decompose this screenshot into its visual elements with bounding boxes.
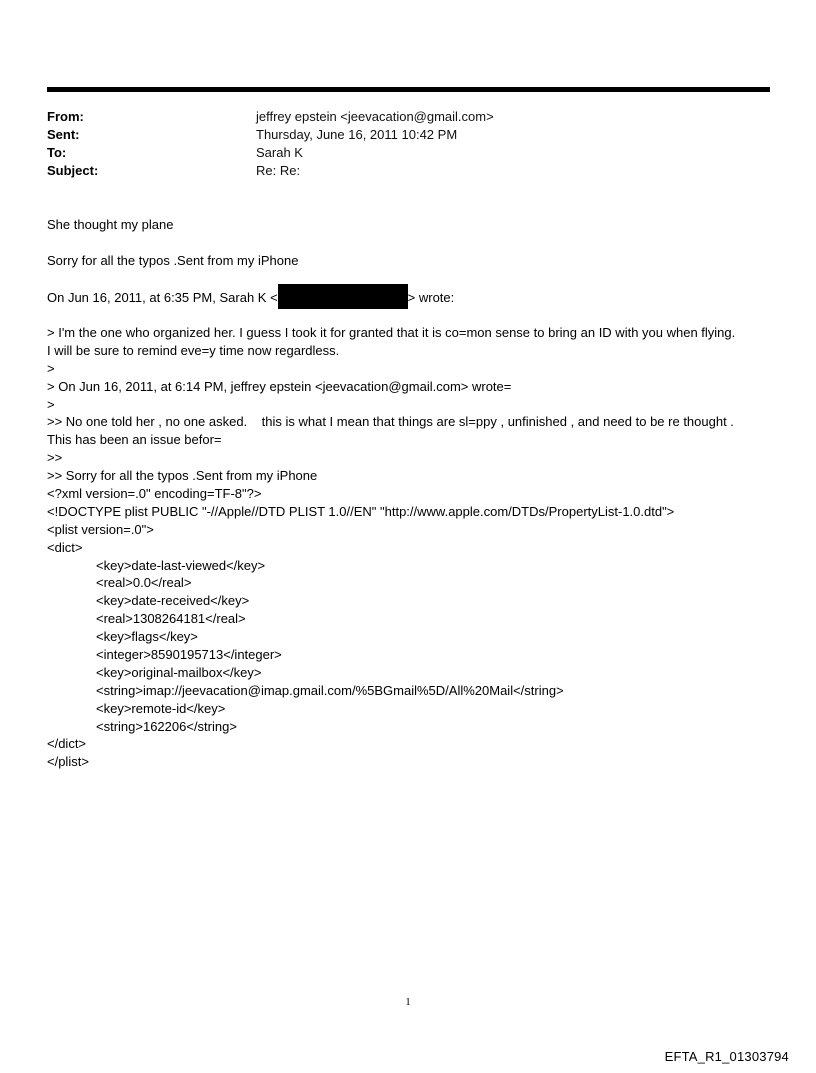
body-line: <dict>	[47, 539, 83, 555]
plist-line: <real>1308264181</real>	[96, 611, 246, 627]
plist-line: <string>imap://jeevacation@imap.gmail.com/%5BGmail%5D/All%20Mail</string>	[96, 682, 564, 698]
body-line: > I'm the one who organized her. I guess I took it for granted that it is co=mon sense to bring an ID with you when flying.	[47, 325, 736, 340]
plist-line: <key>date-received</key>	[96, 593, 250, 609]
sent-value: Thursday, June 16, 2011 10:42 PM	[256, 127, 458, 142]
plist-line: </dict>	[47, 736, 87, 752]
body-line: <plist version=.0">	[47, 521, 154, 537]
from-value: jeffrey epstein <jeevacation@gmail.com>	[256, 109, 494, 124]
body-line: <!DOCTYPE plist PUBLIC "-//Apple//DTD PLIST 1.0//EN" "http://www.apple.com/DTDs/PropertyList-1.0.dtd">	[47, 503, 675, 519]
to-label: To:	[47, 145, 67, 160]
body-line: > On Jun 16, 2011, at 6:14 PM, jeffrey epstein <jeevacation@gmail.com> wrote=	[47, 378, 512, 394]
body-line: >> No one told her , no one asked. this is what I mean that things are sl=ppy , unfinished , and need to be re thought .	[47, 414, 734, 430]
plist-line: <key>original-mailbox</key>	[96, 664, 262, 680]
body-line: She thought my plane	[47, 217, 174, 232]
body-line: >>	[47, 450, 63, 466]
subject-value: Re: Re:	[256, 163, 301, 178]
page-number: 1	[405, 996, 411, 1008]
from-label: From:	[47, 109, 84, 124]
body-line: <?xml version=.0" encoding=TF-8"?>	[47, 486, 262, 502]
quote-header-line	[47, 284, 787, 309]
header-rule	[47, 87, 770, 92]
plist-line: <key>remote-id</key>	[96, 700, 226, 716]
quote-header-suffix: > wrote:	[407, 290, 455, 305]
plist-line: <integer>8590195713</integer>	[96, 647, 282, 663]
body-line: I will be sure to remind eve=y time now regardless.	[47, 342, 340, 358]
quote-header-prefix: On Jun 16, 2011, at 6:35 PM, Sarah K <	[47, 290, 278, 305]
body-line: This has been an issue befor=	[47, 432, 222, 448]
plist-line: <key>date-last-viewed</key>	[96, 557, 266, 573]
body-line: Sorry for all the typos .Sent from my iPhone	[47, 253, 299, 268]
subject-label: Subject:	[47, 163, 99, 178]
document-id: EFTA_R1_01303794	[664, 1049, 789, 1064]
body-line: >	[47, 396, 55, 412]
body-line: >	[47, 360, 55, 376]
redaction-block	[278, 284, 408, 309]
plist-line: <real>0.0</real>	[96, 575, 192, 591]
plist-line: </plist>	[47, 754, 89, 770]
to-value: Sarah K	[256, 145, 303, 160]
sent-label: Sent:	[47, 127, 80, 142]
plist-line: <string>162206</string>	[96, 718, 237, 734]
plist-line: <key>flags</key>	[96, 629, 198, 645]
quoted-body	[47, 324, 787, 771]
body-line: >> Sorry for all the typos .Sent from my iPhone	[47, 468, 318, 484]
